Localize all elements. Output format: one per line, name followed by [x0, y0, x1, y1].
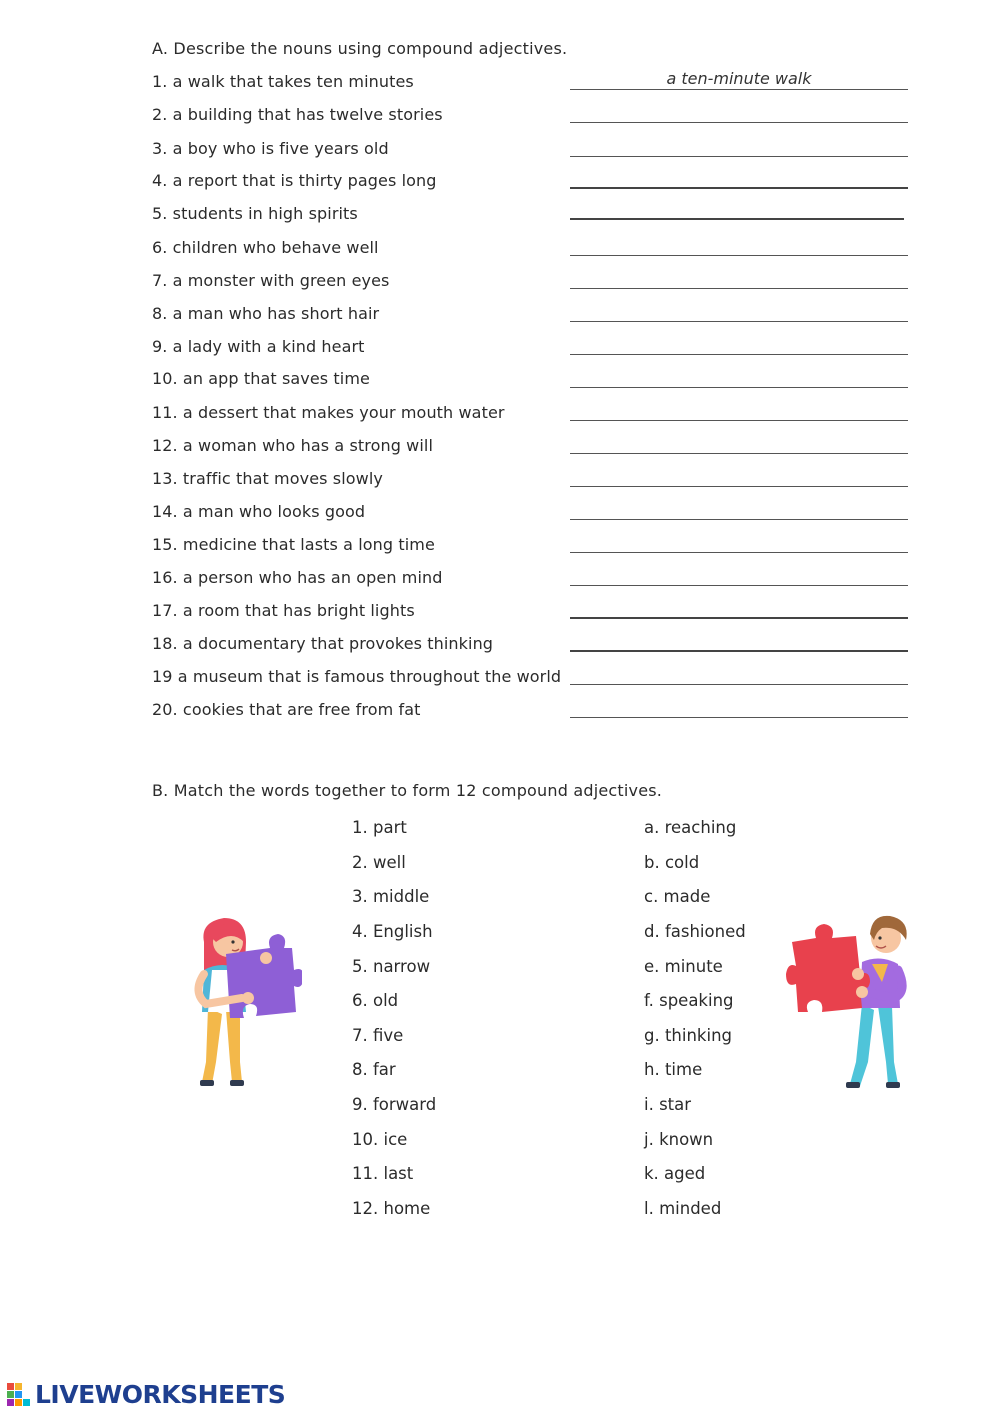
answer-line[interactable]	[570, 218, 904, 220]
liveworksheets-logo[interactable]	[6, 1380, 285, 1409]
question-item: 6. children who behave well	[152, 238, 379, 257]
answer-line[interactable]	[570, 321, 908, 322]
question-item: 18. a documentary that provokes thinking	[152, 634, 494, 653]
match-left-item: 8. far	[352, 1060, 396, 1079]
answer-line[interactable]	[570, 486, 908, 487]
match-left-item: 5. narrow	[352, 957, 431, 976]
question-item: 17. a room that has bright lights	[152, 601, 415, 620]
answer-line[interactable]	[570, 354, 908, 355]
question-item: 8. a man who has short hair	[152, 304, 380, 323]
answer-line[interactable]	[570, 387, 908, 388]
answer-line[interactable]	[570, 453, 908, 454]
match-right-item: a. reaching	[644, 818, 737, 837]
question-item: 15. medicine that lasts a long time	[152, 535, 435, 554]
match-left-item: 9. forward	[352, 1095, 437, 1114]
answer-line[interactable]	[570, 420, 908, 421]
question-item: 19 a museum that is famous throughout the world	[152, 667, 562, 686]
question-item: 5. students in high spirits	[152, 204, 358, 223]
question-item: 20. cookies that are free from fat	[152, 700, 421, 719]
match-left-item: 10. ice	[352, 1130, 408, 1149]
question-item: 7. a monster with green eyes	[152, 271, 390, 290]
match-left-item: 11. last	[352, 1164, 414, 1183]
example-answer: a ten-minute walk	[666, 69, 812, 88]
answer-line[interactable]	[570, 187, 908, 189]
match-right-item: d. fashioned	[644, 922, 746, 941]
question-item: 3. a boy who is five years old	[152, 139, 389, 158]
match-left-item: 7. five	[352, 1026, 404, 1045]
section-b-title: B. Match the words together to form 12 compound adjectives.	[152, 781, 663, 800]
answer-line[interactable]	[570, 617, 908, 619]
answer-line[interactable]	[570, 122, 908, 123]
match-right-item: j. known	[644, 1130, 714, 1149]
match-left-item: 2. well	[352, 853, 406, 872]
match-left-item: 1. part	[352, 818, 407, 837]
answer-line[interactable]	[570, 288, 908, 289]
match-left-item: 6. old	[352, 991, 399, 1010]
question-item: 13. traffic that moves slowly	[152, 469, 383, 488]
girl-with-puzzle-illustration	[182, 912, 302, 1092]
answer-line[interactable]	[570, 717, 908, 718]
match-left-item: 12. home	[352, 1199, 431, 1218]
match-right-item: c. made	[644, 887, 711, 906]
match-right-item: l. minded	[644, 1199, 722, 1218]
answer-line[interactable]	[570, 684, 908, 685]
answer-line[interactable]	[570, 89, 908, 90]
match-right-item: k. aged	[644, 1164, 706, 1183]
question-item: 1. a walk that takes ten minutes	[152, 72, 414, 91]
match-left-item: 4. English	[352, 922, 433, 941]
section-a-title: A. Describe the nouns using compound adjectives.	[152, 39, 568, 58]
logo-text: LIVEWORKSHEETS	[35, 1380, 286, 1409]
question-item: 12. a woman who has a strong will	[152, 436, 434, 455]
answer-line[interactable]	[570, 255, 908, 256]
answer-line[interactable]	[570, 552, 908, 553]
answer-line[interactable]	[570, 650, 908, 652]
question-item: 4. a report that is thirty pages long	[152, 171, 437, 190]
match-right-item: h. time	[644, 1060, 703, 1079]
logo-blocks-icon	[6, 1382, 32, 1408]
match-right-item: f. speaking	[644, 991, 734, 1010]
question-item: 2. a building that has twelve stories	[152, 105, 443, 124]
match-left-item: 3. middle	[352, 887, 430, 906]
match-right-item: b. cold	[644, 853, 700, 872]
question-item: 14. a man who looks good	[152, 502, 366, 521]
answer-line[interactable]	[570, 156, 908, 157]
question-item: 9. a lady with a kind heart	[152, 337, 365, 356]
question-item: 10. an app that saves time	[152, 369, 370, 388]
question-item: 11. a dessert that makes your mouth water	[152, 403, 505, 422]
answer-line[interactable]	[570, 519, 908, 520]
match-right-item: e. minute	[644, 957, 723, 976]
question-item: 16. a person who has an open mind	[152, 568, 443, 587]
match-right-item: g. thinking	[644, 1026, 733, 1045]
boy-with-puzzle-illustration	[782, 912, 912, 1092]
match-right-item: i. star	[644, 1095, 692, 1114]
answer-line[interactable]	[570, 585, 908, 586]
